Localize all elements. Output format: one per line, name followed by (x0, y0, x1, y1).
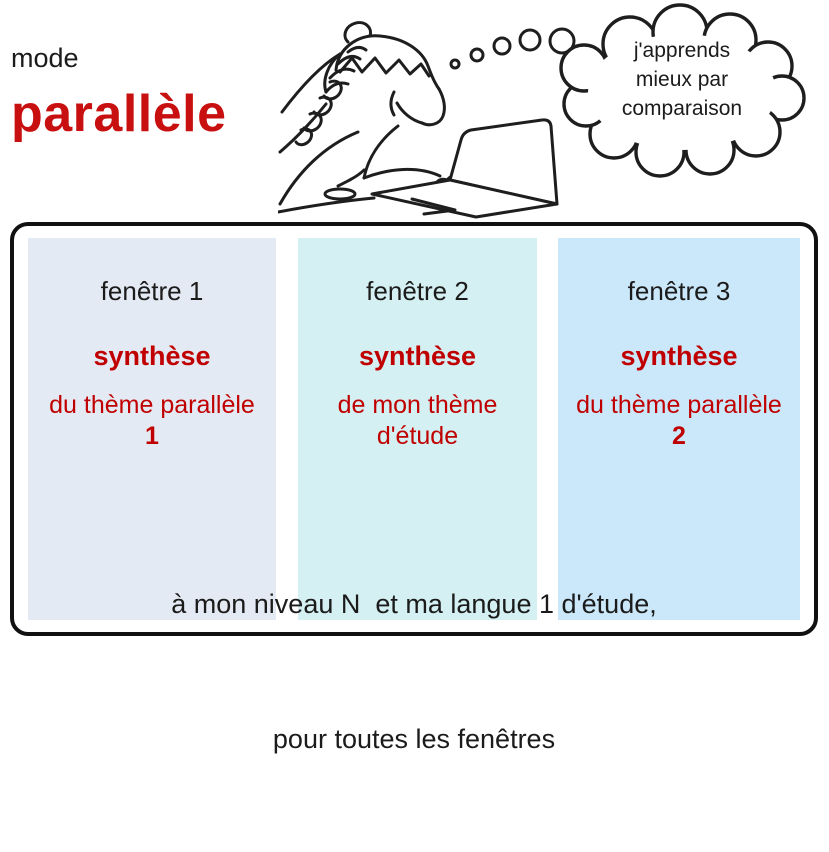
panel-heading: synthèse (620, 341, 738, 371)
title-block (11, 42, 227, 142)
thought-line: comparaison (621, 97, 743, 120)
panel-heading: synthèse (93, 341, 211, 371)
panel-detail: du thème parallèle (576, 391, 782, 419)
thought-line: j'apprends (633, 39, 731, 62)
panel-detail: de mon thème (337, 391, 498, 419)
panel-detail-number: 1 (145, 422, 159, 450)
panel-detail: du thème parallèle (49, 391, 255, 419)
panel-detail: d'étude (376, 422, 459, 450)
thought-bubble (558, 2, 806, 178)
thought-bubble-text (582, 36, 782, 123)
windows-board (10, 222, 818, 754)
mode-label: mode (11, 43, 79, 73)
footer-line-1: à mon niveau N et ma langue 1 d'étude, (171, 589, 657, 619)
thought-trail-dots (451, 29, 574, 68)
thought-line: mieux par (635, 68, 729, 91)
panel-heading: synthèse (358, 341, 477, 371)
board-footer (14, 492, 814, 852)
footer-line-2: pour toutes les fenêtres (272, 724, 556, 754)
window-label: fenêtre 3 (627, 276, 731, 306)
person-sketch-lines (278, 23, 557, 217)
page-title: parallèle (11, 85, 227, 143)
thinking-person-illustration (278, 8, 578, 220)
panel-detail-number: 2 (672, 422, 686, 450)
window-label: fenêtre 1 (100, 276, 204, 306)
window-label: fenêtre 2 (366, 276, 469, 306)
